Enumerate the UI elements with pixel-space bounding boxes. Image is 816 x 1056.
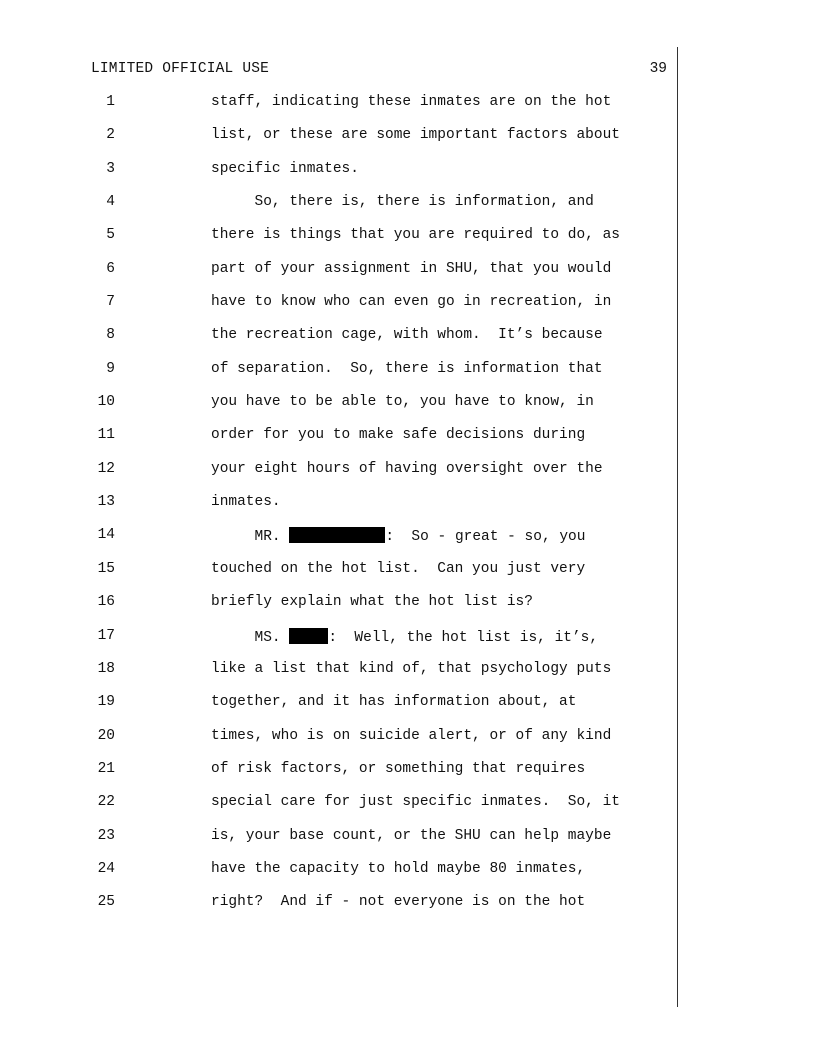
transcript-line: [0, 426, 676, 459]
transcript-line: [0, 526, 676, 559]
line-text: have the capacity to hold maybe 80 inmates,: [211, 860, 586, 877]
line-text: you have to be able to, you have to know, in: [211, 394, 594, 411]
line-number: 8: [106, 327, 115, 344]
transcript-line: [0, 893, 676, 926]
transcript-line: [0, 793, 676, 826]
line-text: order for you to make safe decisions during: [211, 427, 586, 444]
line-text: there is things that you are required to do, as: [211, 227, 620, 244]
transcript-line: [0, 193, 676, 226]
line-number: 16: [97, 594, 115, 611]
transcript-line: [0, 126, 676, 159]
redaction-box: [289, 527, 385, 543]
line-number: 25: [97, 894, 115, 911]
transcript-line: [0, 627, 676, 660]
line-text: times, who is on suicide alert, or of any kind: [211, 727, 612, 744]
transcript-line: [0, 360, 676, 393]
line-number: 3: [106, 160, 115, 177]
line-text: of risk factors, or something that requires: [211, 760, 586, 777]
line-number: 23: [97, 827, 115, 844]
page-number: 39: [649, 61, 667, 77]
line-number: 6: [106, 260, 115, 277]
line-number: 17: [97, 627, 115, 644]
transcript-line: [0, 660, 676, 693]
line-number: 14: [97, 527, 115, 544]
line-text: like a list that kind of, that psychology puts: [211, 660, 612, 677]
line-text: MR. : So - great - so, you: [211, 529, 586, 546]
transcript-line: [0, 760, 676, 793]
line-number: 10: [97, 394, 115, 411]
line-text: right? And if - not everyone is on the hot: [211, 894, 586, 911]
line-number: 24: [97, 860, 115, 877]
line-text: of separation. So, there is information that: [211, 360, 603, 377]
line-number: 12: [97, 460, 115, 477]
line-text: inmates.: [211, 494, 281, 511]
line-text: list, or these are some important factors about: [211, 127, 620, 144]
transcript-line: [0, 293, 676, 326]
line-text: So, there is, there is information, and: [211, 194, 594, 211]
transcript-line: [0, 226, 676, 259]
line-text: staff, indicating these inmates are on the hot: [211, 94, 612, 110]
transcript-line: [0, 393, 676, 426]
line-text: the recreation cage, with whom. It’s because: [211, 327, 603, 344]
transcript-line: [0, 93, 676, 126]
margin-rule: [677, 47, 678, 1007]
transcript-line: [0, 827, 676, 860]
line-text: special care for just specific inmates. So, it: [211, 794, 620, 811]
line-text: touched on the hot list. Can you just very: [211, 560, 586, 577]
line-number: 13: [97, 494, 115, 511]
line-number: 2: [106, 127, 115, 144]
line-number: 20: [97, 727, 115, 744]
line-text: your eight hours of having oversight over the: [211, 460, 603, 477]
transcript-line: [0, 326, 676, 359]
line-number: 22: [97, 794, 115, 811]
line-text: is, your base count, or the SHU can help maybe: [211, 827, 612, 844]
line-number: 15: [97, 560, 115, 577]
line-number: 9: [106, 360, 115, 377]
line-number: 18: [97, 660, 115, 677]
transcript-line: [0, 160, 676, 193]
line-text: MS. : Well, the hot list is, it’s,: [211, 629, 599, 646]
classification-header: LIMITED OFFICIAL USE: [91, 61, 270, 77]
transcript-line: [0, 493, 676, 526]
transcript-line: [0, 727, 676, 760]
transcript-lines: [0, 93, 676, 927]
line-number: 1: [106, 94, 115, 110]
line-text: specific inmates.: [211, 160, 359, 177]
transcript-line: [0, 560, 676, 593]
transcript-line: [0, 593, 676, 626]
line-number: 7: [106, 294, 115, 311]
line-number: 5: [106, 227, 115, 244]
transcript-line: [0, 460, 676, 493]
line-text: part of your assignment in SHU, that you would: [211, 260, 612, 277]
line-text: have to know who can even go in recreation, in: [211, 294, 612, 311]
line-number: 11: [97, 427, 115, 444]
transcript-line: [0, 860, 676, 893]
line-number: 4: [106, 194, 115, 211]
line-text: together, and it has information about, at: [211, 694, 577, 711]
line-number: 19: [97, 694, 115, 711]
line-text: briefly explain what the hot list is?: [211, 594, 533, 611]
transcript-line: [0, 693, 676, 726]
transcript-line: [0, 260, 676, 293]
redaction-box: [289, 628, 328, 644]
line-number: 21: [97, 760, 115, 777]
